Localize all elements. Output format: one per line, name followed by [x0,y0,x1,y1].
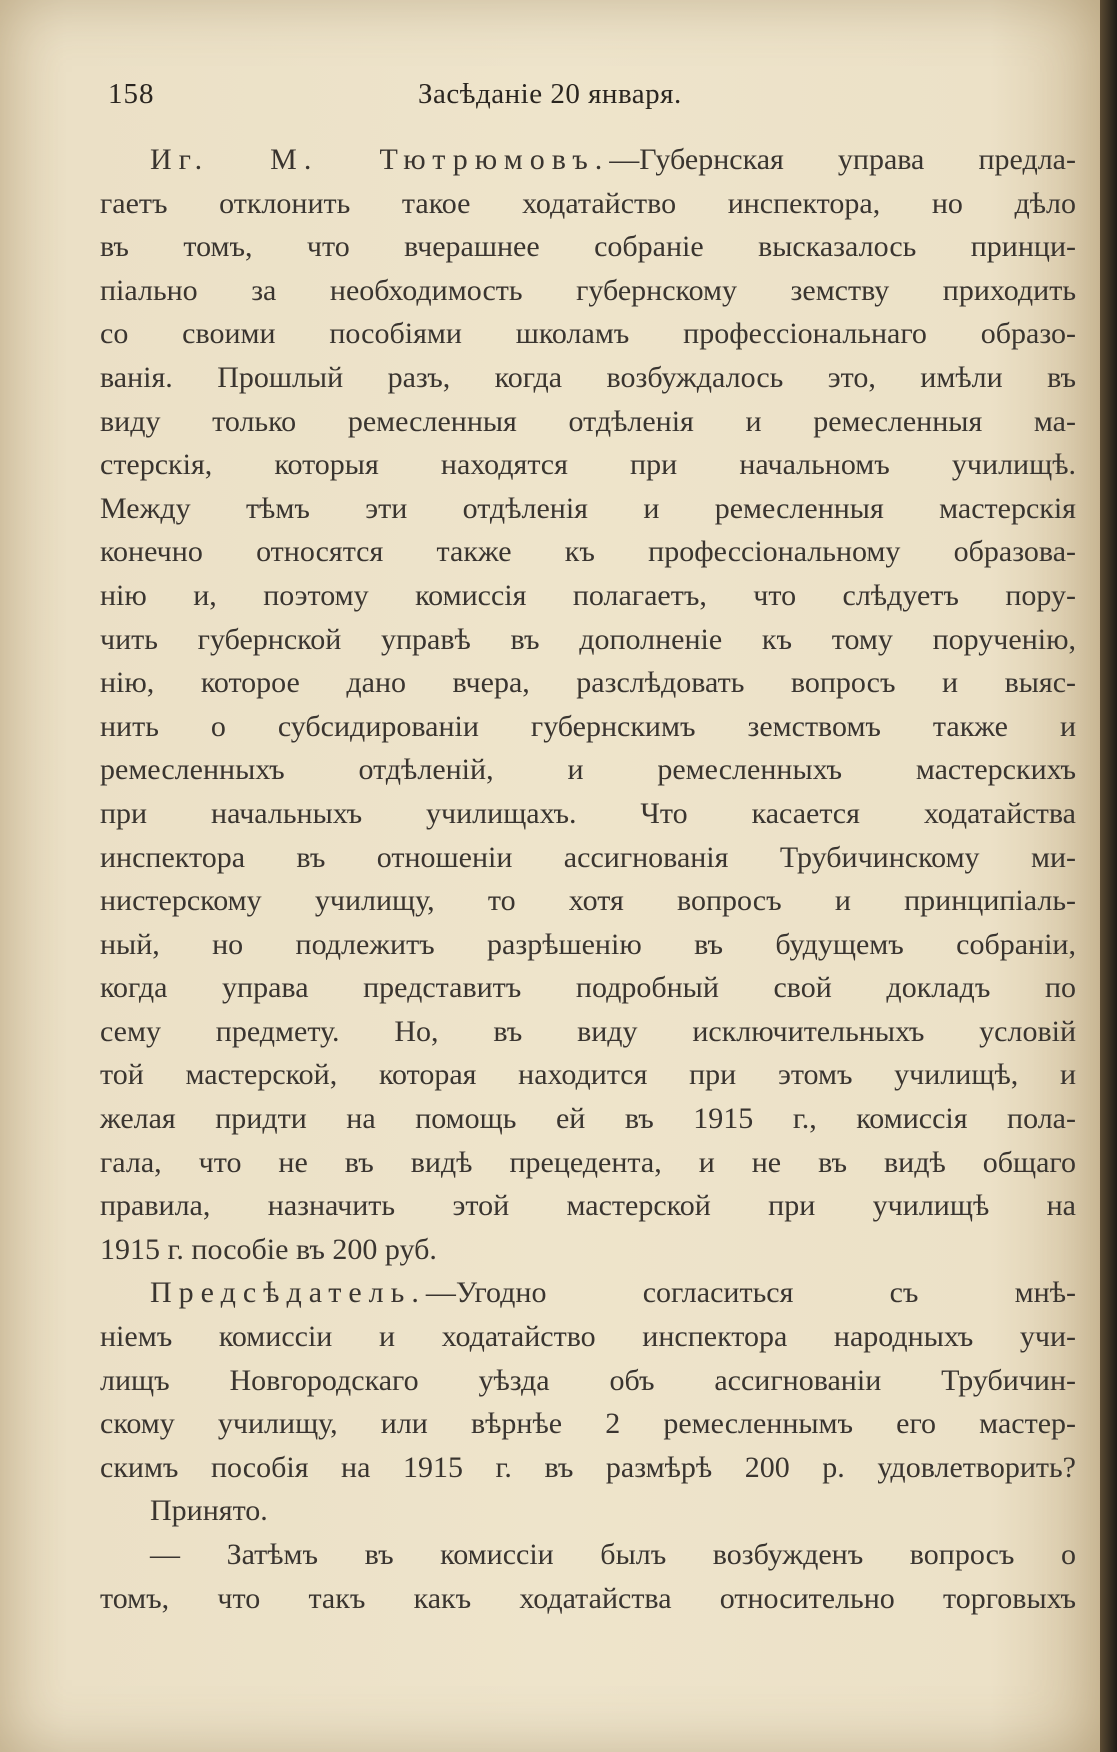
text-line: въ томъ, что вчерашнее собраніе высказалось принци- [100,230,1076,264]
text-line [100,1271,1076,1315]
running-title: Засѣданіе 20 января. [418,78,682,110]
text-line: ніемъ комиссіи и ходатайство инспектора народныхъ учи- [100,1320,1076,1354]
text-line: конечно относятся также къ профессіональному образова- [100,535,1076,569]
text-line-content: —Губернская управа предла- [609,143,1076,176]
text-line: ванія. Прошлый разъ, когда возбуждалось это, имѣли въ [100,360,1076,394]
text-line: виду только ремесленныя отдѣленія и ремесленныя ма- [100,404,1076,438]
text-line: — Затѣмъ въ комиссіи былъ возбужденъ вопросъ о [150,1538,1076,1571]
text-line: нію и, поэтому комиссія полагаетъ, что слѣдуетъ пору- [100,578,1076,612]
text-line: ный, но подлежитъ разрѣшенію въ будущемъ собраніи, [100,927,1076,961]
text-line: когда управа представитъ подробный свой докладъ по [100,971,1076,1005]
text-line: Между тѣмъ эти отдѣленія и ремесленныя мастерскія [100,491,1076,525]
text-line: со своими пособіями школамъ профессіональнаго образо- [100,317,1076,351]
text-line-content: —Угодно согласиться съ мнѣ- [425,1276,1076,1310]
text-line: сему предмету. Но, въ виду исключительныхъ условій [100,1014,1076,1048]
body-text [100,138,1076,1620]
text-line: Принято. [150,1494,268,1528]
text-line: скому училищу, или вѣрнѣе 2 ремесленнымъ его мастер- [100,1407,1076,1441]
text-line: піально за необходимость губернскому земству приходить [100,273,1076,307]
text-line: инспектора въ отношеніи ассигнованія Трубичинскому ми- [100,840,1076,874]
text-line: той мастерской, которая находится при этомъ училищѣ, и [100,1058,1076,1092]
text-line: нію, которое дано вчера, разслѣдовать вопросъ и выяс- [100,666,1076,700]
text-line: правила, назначить этой мастерской при училищѣ на [100,1189,1076,1223]
text-line: 1915 г. пособіе въ 200 руб. [100,1232,437,1266]
text-line: гала, что не въ видѣ прецедента, и не въ видѣ общаго [100,1145,1076,1179]
speaker-name: Иг. М. Тютрюмовъ. [150,143,610,176]
text-line: скимъ пособія на 1915 г. въ размѣрѣ 200 р. удовлетворить? [100,1450,1076,1484]
text-line: ремесленныхъ отдѣленій, и ремесленныхъ мастерскихъ [100,753,1076,787]
text-line: при начальныхъ училищахъ. Что касается ходатайства [100,796,1076,830]
text-line: стерскія, которыя находятся при начальномъ училищѣ. [100,448,1076,482]
text-line: томъ, что такъ какъ ходатайства относительно торговыхъ [100,1581,1076,1615]
speaker-name: Предсѣдатель. [150,1276,426,1310]
text-line: чить губернской управѣ въ дополненіе къ тому порученію, [100,622,1076,656]
page-header [108,78,1083,122]
text-line: нистерскому училищу, то хотя вопросъ и принципіаль- [100,884,1076,918]
page-number: 158 [108,78,155,110]
text-line: лищъ Новгородскаго уѣзда объ ассигнованіи Трубичин- [100,1363,1076,1397]
text-line [100,138,1076,182]
text-line: желая придти на помощь ей въ 1915 г., комиссія пола- [100,1102,1076,1136]
text-line: нить о субсидированіи губернскимъ земствомъ также и [100,709,1076,743]
page-edge [1100,0,1117,1752]
text-line: гаетъ отклонить такое ходатайство инспектора, но дѣло [100,186,1076,220]
